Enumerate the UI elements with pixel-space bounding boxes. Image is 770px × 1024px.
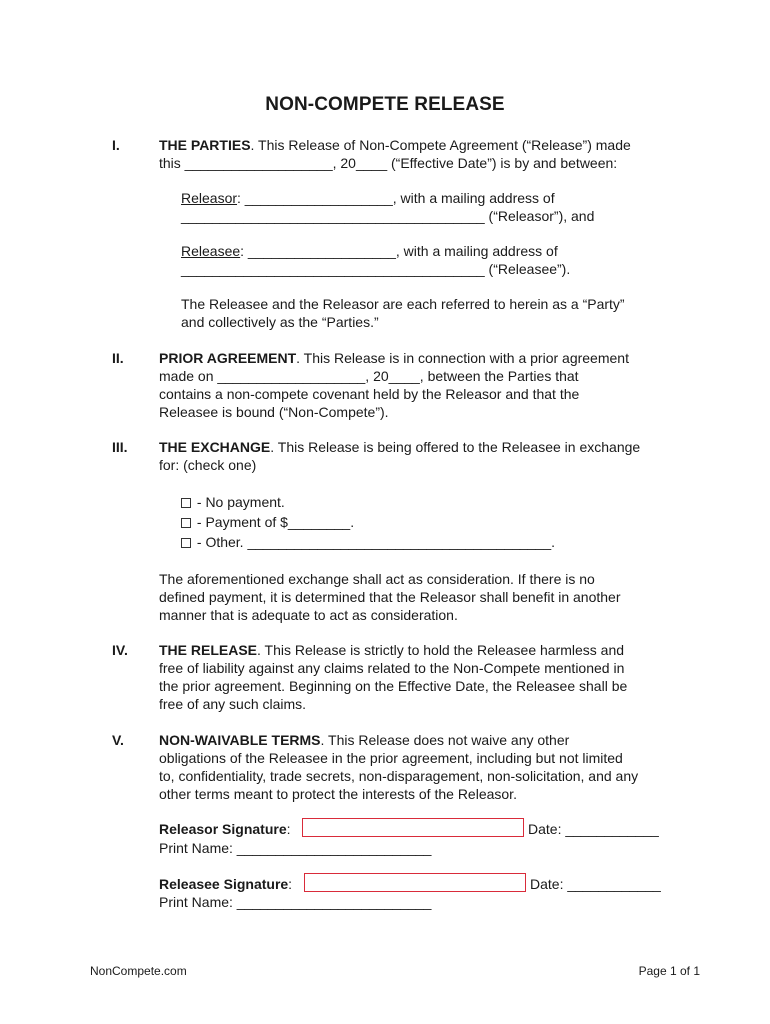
section-numeral-release: IV. <box>112 642 128 658</box>
releasor-line-1: Releasor: ___________________, with a mailing address of <box>181 190 555 206</box>
release-line-2: free of liability against any claims related to the Non-Compete mentioned in <box>159 660 625 676</box>
releasee-signature-field[interactable] <box>304 873 526 892</box>
consideration-line-1: The aforementioned exchange shall act as consideration. If there is no <box>159 571 595 587</box>
exchange-option-no-payment: - No payment. <box>181 493 285 512</box>
releasor-print-name: Print Name: _________________________ <box>159 840 432 856</box>
checkbox-other[interactable] <box>181 538 191 548</box>
exchange-heading: THE EXCHANGE <box>159 439 271 455</box>
prior-line-1: PRIOR AGREEMENT. This Release is in connection with a prior agreement <box>159 350 629 366</box>
releasee-signature-label: Releasee Signature <box>159 876 289 892</box>
releasee-label: Releasee <box>181 243 241 259</box>
releasor-date: Date: ____________ <box>528 821 659 837</box>
parties-definition-line-1: The Releasee and the Releasor are each referred to herein as a “Party” <box>181 296 625 312</box>
parties-line-2: this ___________________, 20____ (“Effective Date”) is by and between: <box>159 155 618 171</box>
consideration-line-2: defined payment, it is determined that the Releasor shall benefit in another <box>159 589 621 605</box>
exchange-line-2: for: (check one) <box>159 457 257 473</box>
prior-line-4: Releasee is bound (“Non-Compete”). <box>159 404 389 420</box>
section-numeral-nonwaivable: V. <box>112 732 124 748</box>
section-numeral-exchange: III. <box>112 439 128 455</box>
footer-site: NonCompete.com <box>90 964 187 978</box>
nonwaivable-line-4: other terms meant to protect the interests of the Releasor. <box>159 786 517 802</box>
footer-page-number: Page 1 of 1 <box>638 964 700 978</box>
releasor-signature-row: Releasor Signature: <box>159 821 291 837</box>
nonwaivable-heading: NON-WAIVABLE TERMS <box>159 732 321 748</box>
release-line-3: the prior agreement. Beginning on the Effective Date, the Releasee shall be <box>159 678 628 694</box>
nonwaivable-line-1: NON-WAIVABLE TERMS. This Release does not waive any other <box>159 732 570 748</box>
exchange-option-payment: - Payment of $________. <box>181 513 354 532</box>
checkbox-payment[interactable] <box>181 518 191 528</box>
release-line-1: THE RELEASE. This Release is strictly to hold the Releasee harmless and <box>159 642 625 658</box>
parties-heading: THE PARTIES <box>159 137 251 153</box>
section-numeral-parties: I. <box>112 137 120 153</box>
document-title: NON-COMPETE RELEASE <box>265 94 505 115</box>
nonwaivable-line-2: obligations of the Releasee in the prior agreement, including but not limited <box>159 750 623 766</box>
exchange-line-1: THE EXCHANGE. This Release is being offered to the Releasee in exchange <box>159 439 641 455</box>
releasor-signature-label: Releasor Signature <box>159 821 287 837</box>
releasee-signature-row: Releasee Signature: <box>159 876 293 892</box>
checkbox-no-payment[interactable] <box>181 498 191 508</box>
prior-heading: PRIOR AGREEMENT <box>159 350 297 366</box>
parties-line-1: THE PARTIES. This Release of Non-Compete Agreement (“Release”) made <box>159 137 631 153</box>
release-heading: THE RELEASE <box>159 642 258 658</box>
consideration-line-3: manner that is adequate to act as consideration. <box>159 607 458 623</box>
releasor-line-2: _______________________________________ (“Releasor”), and <box>181 208 595 224</box>
release-line-4: free of any such claims. <box>159 696 307 712</box>
exchange-option-other: - Other. _______________________________________. <box>181 533 555 552</box>
releasee-print-name: Print Name: _________________________ <box>159 894 432 910</box>
releasee-line-1: Releasee: ___________________, with a mailing address of <box>181 243 558 259</box>
prior-line-2: made on ___________________, 20____, between the Parties that <box>159 368 579 384</box>
parties-definition-line-2: and collectively as the “Parties.” <box>181 314 379 330</box>
releasor-signature-field[interactable] <box>302 818 524 837</box>
nonwaivable-line-3: to, confidentiality, trade secrets, non-disparagement, non-solicitation, and any <box>159 768 639 784</box>
releasor-label: Releasor <box>181 190 238 206</box>
section-numeral-prior: II. <box>112 350 124 366</box>
releasee-date: Date: ____________ <box>530 876 661 892</box>
releasee-line-2: _______________________________________ (“Releasee”). <box>181 261 571 277</box>
prior-line-3: contains a non-compete covenant held by the Releasor and that the <box>159 386 580 402</box>
